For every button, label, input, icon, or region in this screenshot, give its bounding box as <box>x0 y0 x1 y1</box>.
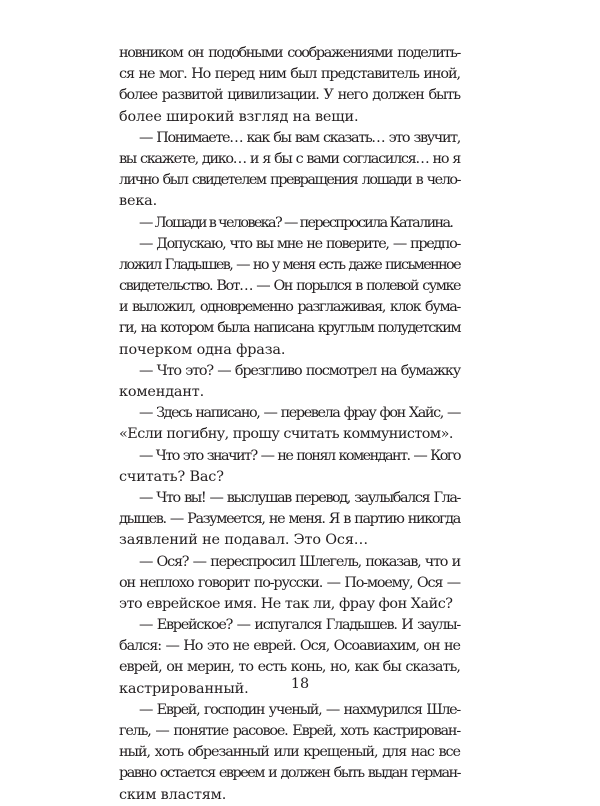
text-line: — Здесь написано, — перевела фрау фон Хайс, — <box>139 405 460 422</box>
text-line: и выложил, одновременно разглаживая, клок бума- <box>119 299 460 316</box>
text-line: — Что это? — брезгливо посмотрел на бумажку <box>139 362 460 379</box>
text-line: равно остается евреем и должен быть выдан герман- <box>119 765 460 782</box>
text-line: это еврейское имя. Не так ли, фрау фон Хайс? <box>119 595 453 612</box>
text-line: ги, на котором была написана круглым полудетским <box>119 320 460 337</box>
text-line: бался: — Но это не еврей. Ося, Осоавиахим, он не <box>119 638 460 655</box>
text-line: — Ося? — переспросил Шлегель, показав, что и <box>139 553 460 570</box>
text-line: века. <box>119 193 158 210</box>
text-line: гель, — понятие расовое. Еврей, хоть кастрирован- <box>119 723 460 739</box>
text-line: — Что это значит? — не понял комендант. — Кого <box>139 447 460 464</box>
page-number: 18 <box>290 676 310 692</box>
text-line: «Если погибну, прошу считать коммунистом». <box>119 426 453 443</box>
text-line: еврей, он мерин, то есть конь, но, как бы сказать, <box>119 659 460 676</box>
text-line: новником он подобными соображениями поделить- <box>119 45 460 61</box>
text-line: дышев. — Разумеется, не меня. Я в партию никогда <box>119 511 460 528</box>
text-line: ложил Гладышев, — но у меня есть даже письменное <box>119 256 460 273</box>
text-line: — Еврейское? — испугался Гладышев. И заулы- <box>139 617 460 634</box>
text-line: более развитой цивилизации. У него должен быть <box>119 87 460 104</box>
text-line: — Понимаете… как бы вам сказать… это звучит, <box>139 129 460 146</box>
text-line: ный, хоть обрезанный или крещеный, для нас все <box>119 744 460 761</box>
text-line: комендант. <box>119 384 205 400</box>
text-line: заявлений не подавал. Это Ося… <box>119 532 369 549</box>
text-line: вы скажете, дико… и я бы с вами согласился… но я <box>119 150 460 167</box>
text-line: ся не мог. Но перед ним был представитель иной, <box>119 66 460 83</box>
text-line: лично был свидетелем превращения лошади в чело- <box>119 172 460 189</box>
text-line: — Допускаю, что вы мне не поверите, — предпо- <box>139 235 460 252</box>
text-line: — Что вы! — выслушав перевод, заулыбался Гла- <box>139 489 460 506</box>
text-line: ским властям. <box>119 786 227 803</box>
text-line: почерком одна фраза. <box>119 341 286 358</box>
text-line: — Еврей, господин ученый, — нахмурился Шле- <box>139 701 460 718</box>
text-line: — Лошади в человека? — переспросила Каталина. <box>139 214 453 231</box>
text-line: кастрированный. <box>119 680 249 697</box>
text-line: более широкий взгляд на вещи. <box>119 108 359 125</box>
text-line: считать? Вас? <box>119 468 224 485</box>
text-line: он неплохо говорит по-русски. — По-моему, Ося — <box>119 574 460 591</box>
text-line: свидетельство. Вот… — Он порылся в полевой сумке <box>119 278 460 295</box>
